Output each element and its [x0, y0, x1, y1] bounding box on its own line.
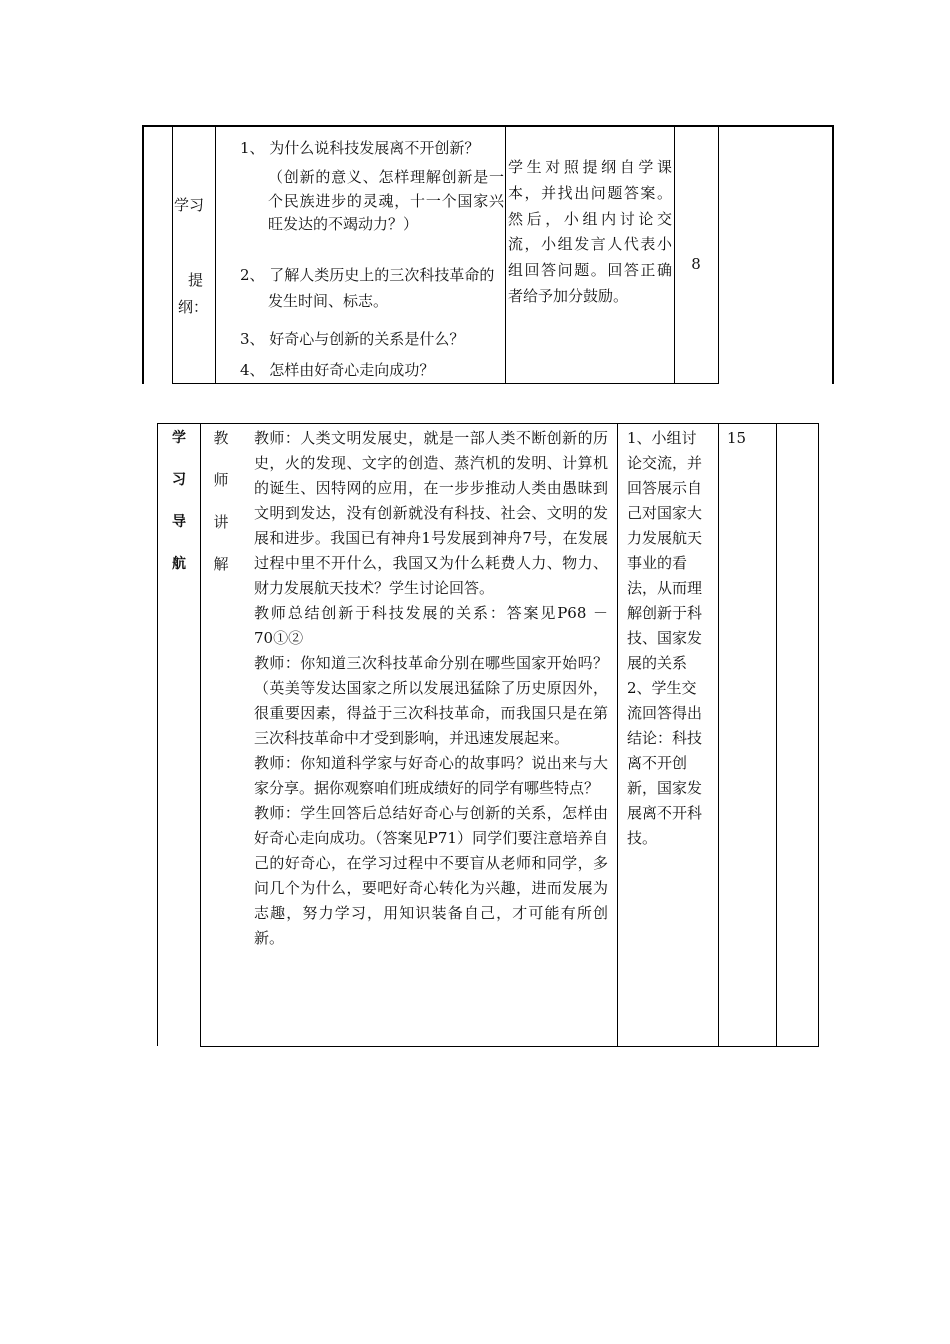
teacher-paragraph-1: 教师：人类文明发展史，就是一部人类不断创新的历史，火的发现、文字的创造、蒸汽机的发明、计算机的诞生、因特网的应用，在一步步推动人类由愚昧到文明到发达，没有创新就没有科技、社会、文明的发展和进步。我国已有神舟1号发展到神舟7号，在发展过程中里不开什么，我国又为什么耗费人力、物力、财力发展航天技术？学生讨论回答。 — [254, 429, 608, 597]
table1-top-border — [142, 125, 834, 127]
outline-item-3: 3、 好奇心与创新的关系是什么？ — [240, 330, 465, 348]
teacher-paragraph-4: 教师：你知道科学家与好奇心的故事吗？说出来与大家分享。据你观察咱们班成绩好的同学有哪些特点？ — [254, 754, 608, 797]
student-activity-2: 1、小组讨论交流，并回答展示自己对国家大力发展航天事业的看法，从而理解创新于科技、国家发展的关系 2、学生交流回答得出结论：科技离不开创新，国家发展离不开科技。 — [627, 429, 703, 847]
section-label-line1: 学习 — [174, 196, 205, 214]
teacher-paragraph-5: 教师：学生回答后总结好奇心与创新的关系，怎样由好奇心走向成功。（答案见P71）同学们要注意培养自己的好奇心，在学习过程中不要盲从老师和同学，多问几个为什么，要吧好奇心转化为兴趣，进而发展为志趣，努力学习，用知识装备自己，才可能有所创新。 — [254, 804, 608, 947]
table2-bottom-border — [200, 1046, 819, 1047]
student-activity-1: 学生对照提纲自学课本，并找出问题答案。然后，小组内讨论交流，小组发言人代表小组回答问题。回答正确者给予加分鼓励。 — [508, 158, 672, 305]
table1-outer-right — [832, 125, 834, 384]
table1-outer-left — [142, 125, 144, 384]
outline-item-4: 4、 怎样由好奇心走向成功？ — [240, 361, 435, 379]
teacher-paragraph-3: 教师：你知道三次科技革命分别在哪些国家开始吗？（英美等发达国家之所以发展迅猛除了历史原因外，很重要因素，得益于三次科技革命，而我国只是在第三次科技革命中才受到影响，并迅速发展起来。 — [254, 654, 608, 747]
method-label-vertical: 教 师 讲 解 — [213, 429, 229, 573]
outline-item-1-detail: （创新的意义、怎样理解创新是一个民族进步的灵魂，十一个国家兴旺发达的不竭动力？） — [268, 168, 504, 233]
minutes-2: 15 — [727, 429, 747, 447]
teacher-paragraph-2: 教师总结创新于科技发展的关系：答案见P68 －70①② — [254, 604, 608, 647]
section-label-vertical: 学 习 导 航 — [172, 430, 186, 572]
table2-top-border — [157, 423, 819, 424]
minutes-1: 8 — [691, 255, 701, 273]
teacher-content — [254, 426, 608, 951]
table1-bottom-border — [172, 383, 718, 384]
outline-item-2: 2、 了解人类历史上的三次科技革命的 发生时间、标志。 — [240, 266, 495, 310]
outline-item-1: 1、 为什么说科技发展离不开创新？ — [240, 139, 480, 157]
section-label-line2: 提纲： — [178, 271, 209, 316]
